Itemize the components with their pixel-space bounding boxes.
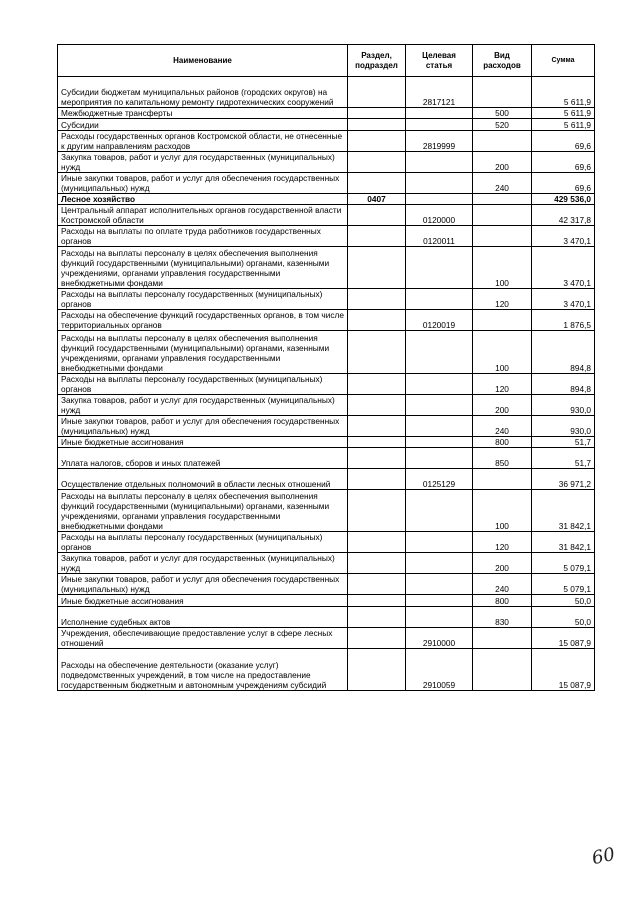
row-type — [473, 469, 532, 490]
row-target — [406, 395, 473, 416]
row-section — [348, 607, 406, 628]
table-row — [58, 108, 595, 119]
table-row — [58, 437, 595, 448]
row-sum: 51,7 — [532, 448, 595, 469]
row-target: 2910000 — [406, 628, 473, 649]
table-row — [58, 448, 595, 469]
row-type: 100 — [473, 331, 532, 374]
row-section — [348, 469, 406, 490]
row-target — [406, 437, 473, 448]
row-name: Уплата налогов, сборов и иных платежей — [58, 448, 348, 469]
row-type: 240 — [473, 173, 532, 194]
row-name: Субсидии бюджетам муниципальных районов (городских округов) на мероприятия по капитальному ремонту гидротехнических сооружений — [58, 77, 348, 108]
row-name: Иные закупки товаров, работ и услуг для обеспечения государственных (муниципальных) нужд — [58, 416, 348, 437]
page-number: 60 — [590, 843, 617, 870]
row-sum: 36 971,2 — [532, 469, 595, 490]
row-name: Осуществление отдельных полномочий в области лесных отношений — [58, 469, 348, 490]
row-target — [406, 194, 473, 205]
row-name: Расходы на выплаты персоналу государственных (муниципальных) органов — [58, 289, 348, 310]
row-section — [348, 374, 406, 395]
row-sum: 69,6 — [532, 131, 595, 152]
row-name: Закупка товаров, работ и услуг для государственных (муниципальных) нужд — [58, 152, 348, 173]
row-type — [473, 226, 532, 247]
row-section — [348, 226, 406, 247]
table-row — [58, 131, 595, 152]
table-row — [58, 607, 595, 628]
table-row — [58, 152, 595, 173]
table-row — [58, 532, 595, 553]
table-row — [58, 574, 595, 595]
header-section: Раздел, подраздел — [348, 45, 406, 77]
row-target — [406, 108, 473, 119]
table-body — [58, 77, 595, 691]
row-target: 0120019 — [406, 310, 473, 331]
row-section — [348, 448, 406, 469]
header-row — [58, 45, 595, 77]
row-name: Межбюджетные трансферты — [58, 108, 348, 119]
row-name: Иные бюджетные ассигнования — [58, 595, 348, 607]
row-target: 2819999 — [406, 131, 473, 152]
row-target — [406, 416, 473, 437]
row-type: 200 — [473, 553, 532, 574]
table-row — [58, 194, 595, 205]
row-section — [348, 173, 406, 194]
row-sum: 894,8 — [532, 331, 595, 374]
row-type: 240 — [473, 416, 532, 437]
table-row — [58, 310, 595, 331]
row-sum: 429 536,0 — [532, 194, 595, 205]
row-target — [406, 289, 473, 310]
row-sum: 5 611,9 — [532, 119, 595, 131]
row-target — [406, 374, 473, 395]
row-target: 0120000 — [406, 205, 473, 226]
row-name: Расходы на выплаты персоналу государственных (муниципальных) органов — [58, 374, 348, 395]
row-type: 200 — [473, 395, 532, 416]
row-sum: 3 470,1 — [532, 289, 595, 310]
row-name: Расходы на обеспечение деятельности (оказание услуг) подведомственных учреждений, в том числе на предоставление государственным бюджетным и автономным учреждениям субсидий — [58, 649, 348, 691]
row-sum: 930,0 — [532, 395, 595, 416]
row-target — [406, 574, 473, 595]
row-sum: 3 470,1 — [532, 247, 595, 289]
row-name: Учреждения, обеспечивающие предоставление услуг в сфере лесных отношений — [58, 628, 348, 649]
row-sum: 5 611,9 — [532, 77, 595, 108]
row-name: Иные закупки товаров, работ и услуг для обеспечения государственных (муниципальных) нужд — [58, 574, 348, 595]
row-target — [406, 532, 473, 553]
header-target: Целевая статья — [406, 45, 473, 77]
header-name: Наименование — [58, 45, 348, 77]
row-name: Закупка товаров, работ и услуг для государственных (муниципальных) нужд — [58, 553, 348, 574]
row-name: Лесное хозяйство — [58, 194, 348, 205]
row-target: 2817121 — [406, 77, 473, 108]
row-target — [406, 490, 473, 532]
row-section — [348, 331, 406, 374]
row-sum: 15 087,9 — [532, 649, 595, 691]
row-section — [348, 289, 406, 310]
row-name: Расходы на выплаты персоналу в целях обеспечения выполнения функций государственными (муниципальными) органами, казенными учреждениями, органами управления государственными внебюджетными фондами — [58, 490, 348, 532]
table-row — [58, 416, 595, 437]
table-row — [58, 374, 595, 395]
row-type — [473, 649, 532, 691]
row-name: Исполнение судебных актов — [58, 607, 348, 628]
table-row — [58, 649, 595, 691]
row-sum: 5 611,9 — [532, 108, 595, 119]
row-name: Расходы на выплаты персоналу государственных (муниципальных) органов — [58, 532, 348, 553]
table-row — [58, 469, 595, 490]
row-name: Расходы на выплаты персоналу в целях обеспечения выполнения функций государственными (муниципальными) органами, казенными учреждениями, органами управления государственными внебюджетными фондами — [58, 247, 348, 289]
row-target: 0125129 — [406, 469, 473, 490]
row-section — [348, 437, 406, 448]
header-type: Вид расходов — [473, 45, 532, 77]
row-sum: 42 317,8 — [532, 205, 595, 226]
row-section: 0407 — [348, 194, 406, 205]
row-type: 100 — [473, 247, 532, 289]
row-type: 240 — [473, 574, 532, 595]
row-type: 500 — [473, 108, 532, 119]
row-type: 800 — [473, 595, 532, 607]
row-type — [473, 628, 532, 649]
row-section — [348, 595, 406, 607]
table-row — [58, 553, 595, 574]
row-section — [348, 395, 406, 416]
row-sum: 31 842,1 — [532, 532, 595, 553]
row-target: 2910059 — [406, 649, 473, 691]
row-target — [406, 152, 473, 173]
table-row — [58, 628, 595, 649]
row-name: Расходы на выплаты персоналу в целях обеспечения выполнения функций государственными (муниципальными) органами, казенными учреждениями, органами управления государственными внебюджетными фондами — [58, 331, 348, 374]
row-sum: 3 470,1 — [532, 226, 595, 247]
row-sum: 50,0 — [532, 595, 595, 607]
row-name: Закупка товаров, работ и услуг для государственных (муниципальных) нужд — [58, 395, 348, 416]
row-section — [348, 205, 406, 226]
table-row — [58, 226, 595, 247]
table-row — [58, 331, 595, 374]
row-sum: 69,6 — [532, 173, 595, 194]
row-target — [406, 553, 473, 574]
row-section — [348, 649, 406, 691]
row-type — [473, 310, 532, 331]
row-section — [348, 77, 406, 108]
row-type: 850 — [473, 448, 532, 469]
row-target — [406, 448, 473, 469]
row-section — [348, 628, 406, 649]
row-sum: 51,7 — [532, 437, 595, 448]
row-sum: 15 087,9 — [532, 628, 595, 649]
row-section — [348, 490, 406, 532]
row-section — [348, 574, 406, 595]
budget-table — [57, 44, 595, 691]
row-sum: 50,0 — [532, 607, 595, 628]
row-type — [473, 131, 532, 152]
row-section — [348, 131, 406, 152]
row-type: 100 — [473, 490, 532, 532]
row-section — [348, 416, 406, 437]
row-sum: 894,8 — [532, 374, 595, 395]
row-section — [348, 553, 406, 574]
row-target — [406, 607, 473, 628]
row-type: 800 — [473, 437, 532, 448]
row-target — [406, 331, 473, 374]
table-row — [58, 205, 595, 226]
row-type — [473, 205, 532, 226]
row-target — [406, 595, 473, 607]
row-type: 120 — [473, 532, 532, 553]
row-type — [473, 77, 532, 108]
row-type: 200 — [473, 152, 532, 173]
table-row — [58, 289, 595, 310]
table-row — [58, 395, 595, 416]
row-target — [406, 173, 473, 194]
row-name: Расходы на обеспечение функций государственных органов, в том числе территориальных органов — [58, 310, 348, 331]
row-section — [348, 119, 406, 131]
row-type: 120 — [473, 374, 532, 395]
row-section — [348, 108, 406, 119]
row-sum: 69,6 — [532, 152, 595, 173]
row-section — [348, 247, 406, 289]
row-type: 120 — [473, 289, 532, 310]
table-row — [58, 119, 595, 131]
row-sum: 5 079,1 — [532, 553, 595, 574]
row-sum: 930,0 — [532, 416, 595, 437]
row-sum: 1 876,5 — [532, 310, 595, 331]
table-row — [58, 490, 595, 532]
row-target — [406, 247, 473, 289]
row-type — [473, 194, 532, 205]
row-type: 520 — [473, 119, 532, 131]
row-sum: 31 842,1 — [532, 490, 595, 532]
table-row — [58, 77, 595, 108]
row-target: 0120011 — [406, 226, 473, 247]
row-name: Центральный аппарат исполнительных органов государственной власти Костромской области — [58, 205, 348, 226]
row-name: Субсидии — [58, 119, 348, 131]
header-sum: Сумма — [532, 45, 595, 77]
row-sum: 5 079,1 — [532, 574, 595, 595]
row-name: Расходы государственных органов Костромской области, не отнесенные к другим направлениям расходов — [58, 131, 348, 152]
row-section — [348, 310, 406, 331]
row-section — [348, 532, 406, 553]
table-row — [58, 173, 595, 194]
table-row — [58, 595, 595, 607]
row-name: Иные закупки товаров, работ и услуг для обеспечения государственных (муниципальных) нужд — [58, 173, 348, 194]
row-target — [406, 119, 473, 131]
table-row — [58, 247, 595, 289]
row-type: 830 — [473, 607, 532, 628]
row-name: Иные бюджетные ассигнования — [58, 437, 348, 448]
row-section — [348, 152, 406, 173]
row-name: Расходы на выплаты по оплате труда работников государственных органов — [58, 226, 348, 247]
